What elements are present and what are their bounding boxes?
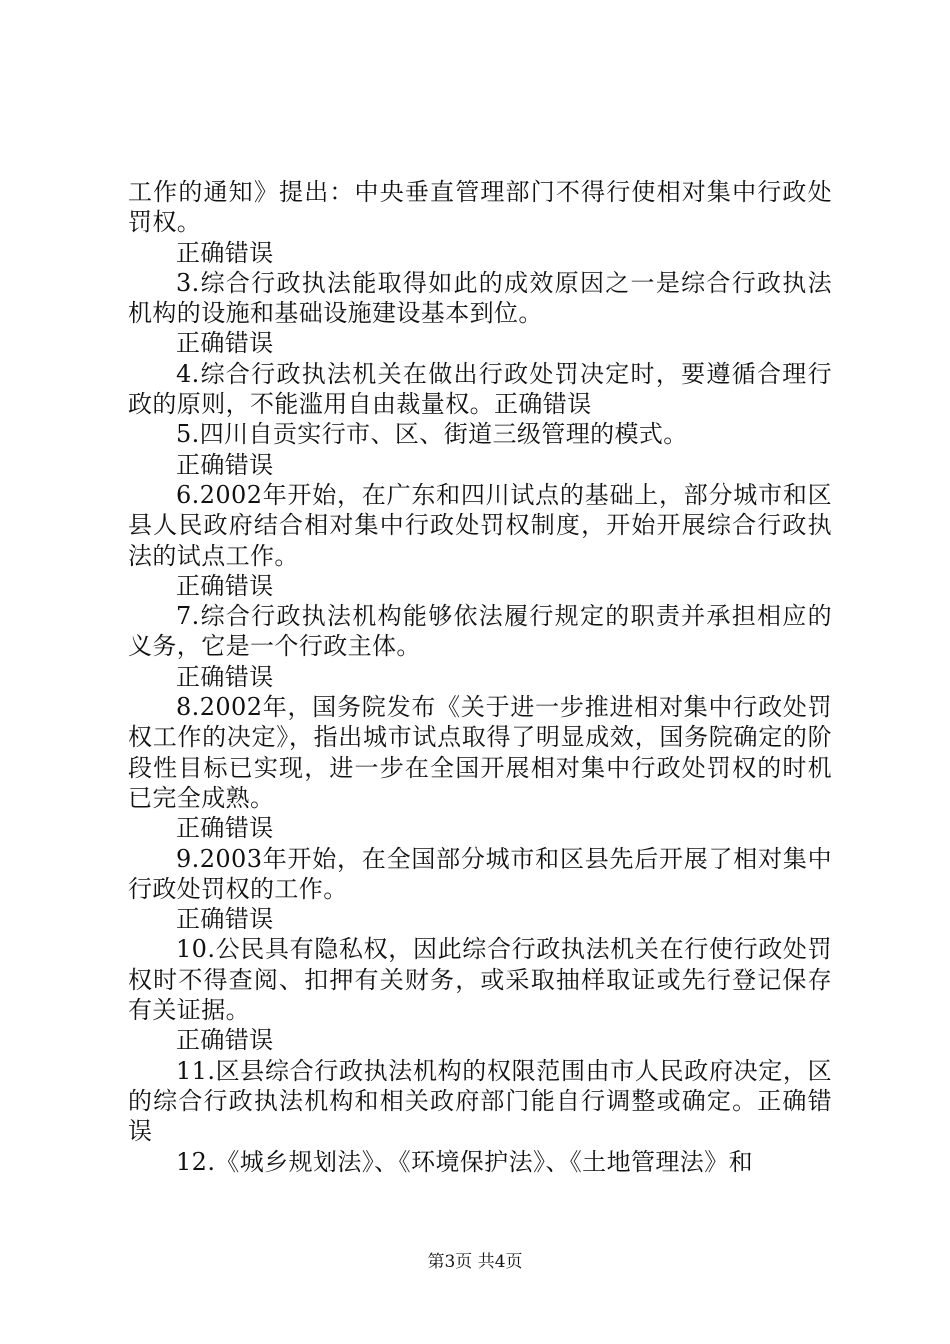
answer-options: 正确错误: [176, 905, 274, 934]
answer-options: 正确错误: [176, 571, 274, 600]
answer-options: 正确错误: [176, 662, 274, 691]
answer-options: 正确错误: [176, 814, 274, 843]
question-paragraph: 11.区县综合行政执法机构的权限范围由市人民政府决定，区的综合行政执法机构和相关政府部门能自行调整或确定。正确错误: [128, 1056, 832, 1146]
question-paragraph: 4.综合行政执法机关在做出行政处罚决定时，要遵循合理行政的原则，不能滥用自由裁量权。正确错误: [128, 359, 832, 419]
answer-options: 正确错误: [176, 450, 274, 479]
answer-options: 正确错误: [176, 238, 274, 267]
question-paragraph: 8.2002年，国务院发布《关于进一步推进相对集中行政处罚权工作的决定》，指出城市试点取得了明显成效，国务院确定的阶段性目标已实现，进一步在全国开展相对集中行政处罚权的时机已完全成熟。: [128, 693, 832, 812]
question-paragraph: 3.综合行政执法能取得如此的成效原因之一是综合行政执法机构的设施和基础设施建设基本到位。: [128, 268, 832, 328]
question-paragraph: 6.2002年开始，在广东和四川试点的基础上，部分城市和区县人民政府结合相对集中行政处罚权制度，开始开展综合行政执法的试点工作。: [128, 480, 832, 570]
answer-options: 正确错误: [176, 1026, 274, 1055]
question-paragraph: 12.《城乡规划法》、《环境保护法》、《土地管理法》和: [176, 1147, 753, 1176]
question-paragraph: 5.四川自贡实行市、区、街道三级管理的模式。: [176, 420, 688, 449]
answer-options: 正确错误: [176, 329, 274, 358]
page-footer: 第3页 共4页: [427, 1252, 523, 1272]
question-paragraph: 7.综合行政执法机构能够依法履行规定的职责并承担相应的义务，它是一个行政主体。: [128, 602, 832, 661]
question-paragraph: 9.2003年开始，在全国部分城市和区县先后开展了相对集中行政处罚权的工作。: [128, 844, 832, 903]
question-paragraph: 10.公民具有隐私权，因此综合行政执法机关在行使行政处罚权时不得查阅、扣押有关财务，或采取抽样取证或先行登记保存有关证据。: [128, 935, 832, 1025]
question-paragraph: 工作的通知》提出：中央垂直管理部门不得行使相对集中行政处罚权。: [128, 178, 832, 237]
document-body: [128, 177, 832, 1177]
